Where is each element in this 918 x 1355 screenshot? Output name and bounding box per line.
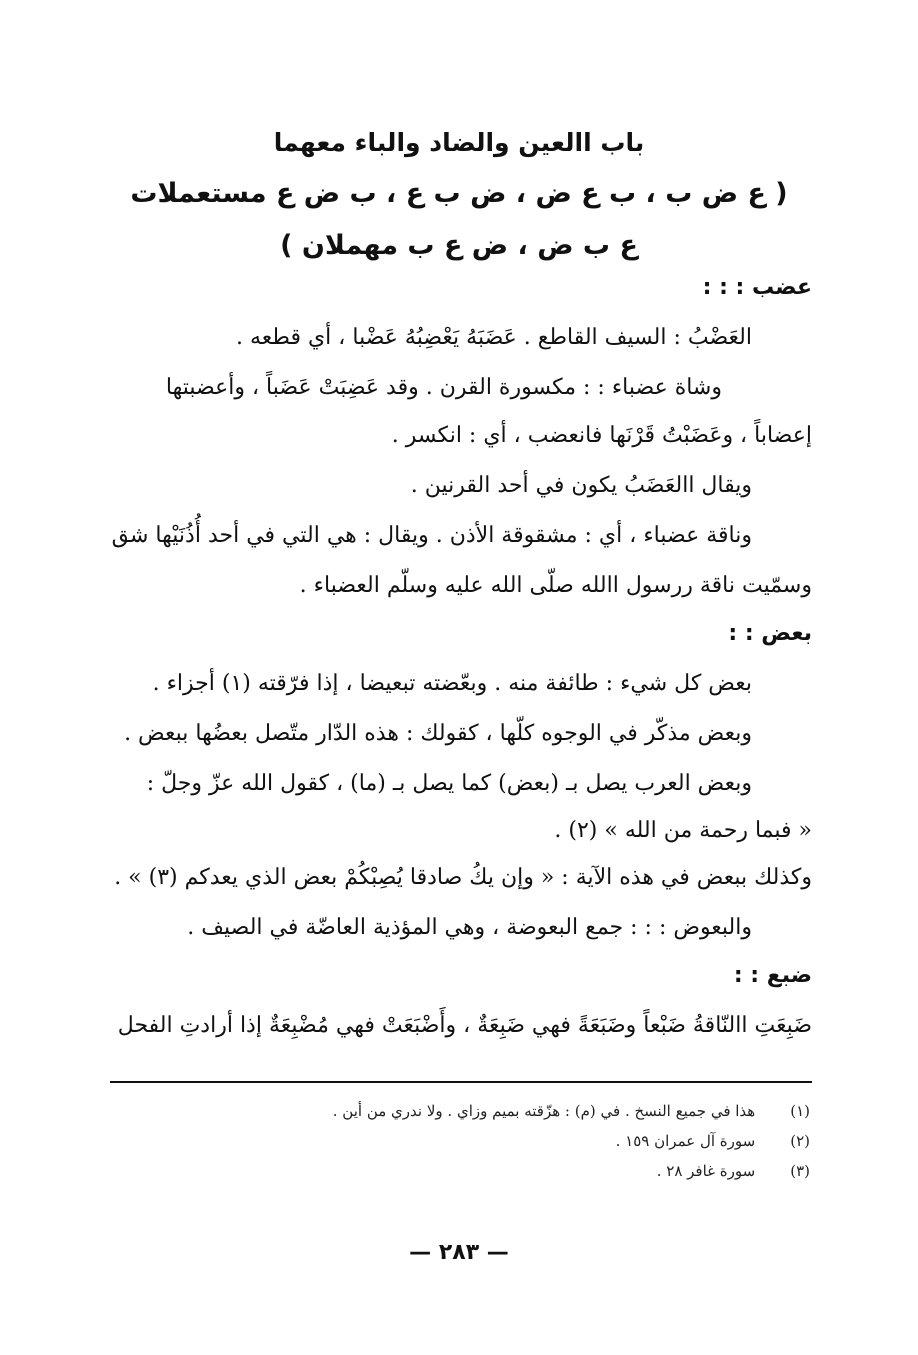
entry-heading-dab: ضبع : :: [733, 963, 812, 988]
entry-bad-line-5: وكذلك ببعض في هذه الآية : « وإن يكُ صادقا يُصِبْكُمْ بعض الذي يعدكم (٣) » .: [114, 865, 812, 890]
footnote-1-text: هذا في جميع النسخ . في (م) : هزّقته بميم وزاي . ولا ندري من أين .: [332, 1102, 756, 1120]
unused-roots-line: ع ب ض ، ض ع ب مهملان ): [280, 230, 638, 261]
entry-heading-adb: عضب : : :: [702, 275, 812, 300]
page-number: — ٢٨٣ —: [409, 1240, 509, 1265]
entry-adb-line-6: وسمّيت ناقة ررسول االله صلّى الله عليه وسلّم العضباء .: [299, 573, 812, 598]
footnote-1-number: (١): [790, 1102, 810, 1120]
entry-adb-line-5: وناقة عضباء ، أي : مشقوقة الأذن . ويقال : هي التي في أحد أُذُنَيْها شق: [111, 523, 752, 548]
footnote-3: [220, 1160, 810, 1182]
footnote-1: [220, 1100, 810, 1122]
footnote-2-text: سورة آل عمران ١٥٩ .: [615, 1132, 756, 1150]
entry-heading-bad: بعض : :: [728, 621, 812, 646]
entry-adb-line-2: وشاة عضباء : : مكسورة القرن . وقد عَضِبَتْ عَضَباً ، وأعضبتها: [165, 375, 722, 400]
entry-adb-line-1: العَضْبُ : السيف القاطع . عَضَبَهُ يَعْضِبُهُ عَضْبا ، أي قطعه .: [236, 325, 752, 350]
entry-bad-line-2: وبعض مذكّر في الوجوه كلّها ، كقولك : هذه الدّار متّصل بعضُها ببعض .: [124, 721, 752, 746]
entry-adb-line-3: إعضاباً ، وعَضَبْتُ قَرْنَها فانعضب ، أي : انكسر .: [391, 423, 812, 448]
footnote-2: [220, 1130, 810, 1152]
entry-bad-line-6: والبعوض : : : جمع البعوضة ، وهي المؤذية العاضّة في الصيف .: [187, 915, 752, 940]
entry-bad-line-1: بعض كل شيء : طائفة منه . وبعّضته تبعيضا ، إذا فرّقته (١) أجزاء .: [152, 671, 752, 696]
entry-bad-line-4: « فبما رحمة من الله » (٢) .: [554, 818, 812, 843]
footnote-2-number: (٢): [790, 1132, 810, 1150]
footnote-3-number: (٣): [790, 1162, 810, 1180]
entry-bad-line-3: وبعض العرب يصل بـ (بعض) كما يصل بـ (ما) ، كقول الله عزّ وجلّ :: [146, 771, 752, 796]
entry-adb-line-4: ويقال االعَضَبُ يكون في أحد القرنين .: [410, 473, 752, 498]
chapter-title: باب االعين والضاد والباء معهما: [273, 128, 645, 157]
footnote-3-text: سورة غافر ٢٨ .: [656, 1162, 756, 1180]
entry-dab-line-1: ضَبِعَتِ االنّاقةُ ضَبْعاً وضَبَعَةً فهي ضَبِعَةٌ ، وأَضْبَعَتْ فهي مُضْبِعَةٌ إذا أرادتِ الفحل: [117, 1013, 812, 1038]
footnote-divider: [110, 1081, 812, 1083]
used-roots-line: ( ع ض ب ، ب ع ض ، ض ب ع ، ب ض ع مستعملات: [130, 178, 788, 209]
